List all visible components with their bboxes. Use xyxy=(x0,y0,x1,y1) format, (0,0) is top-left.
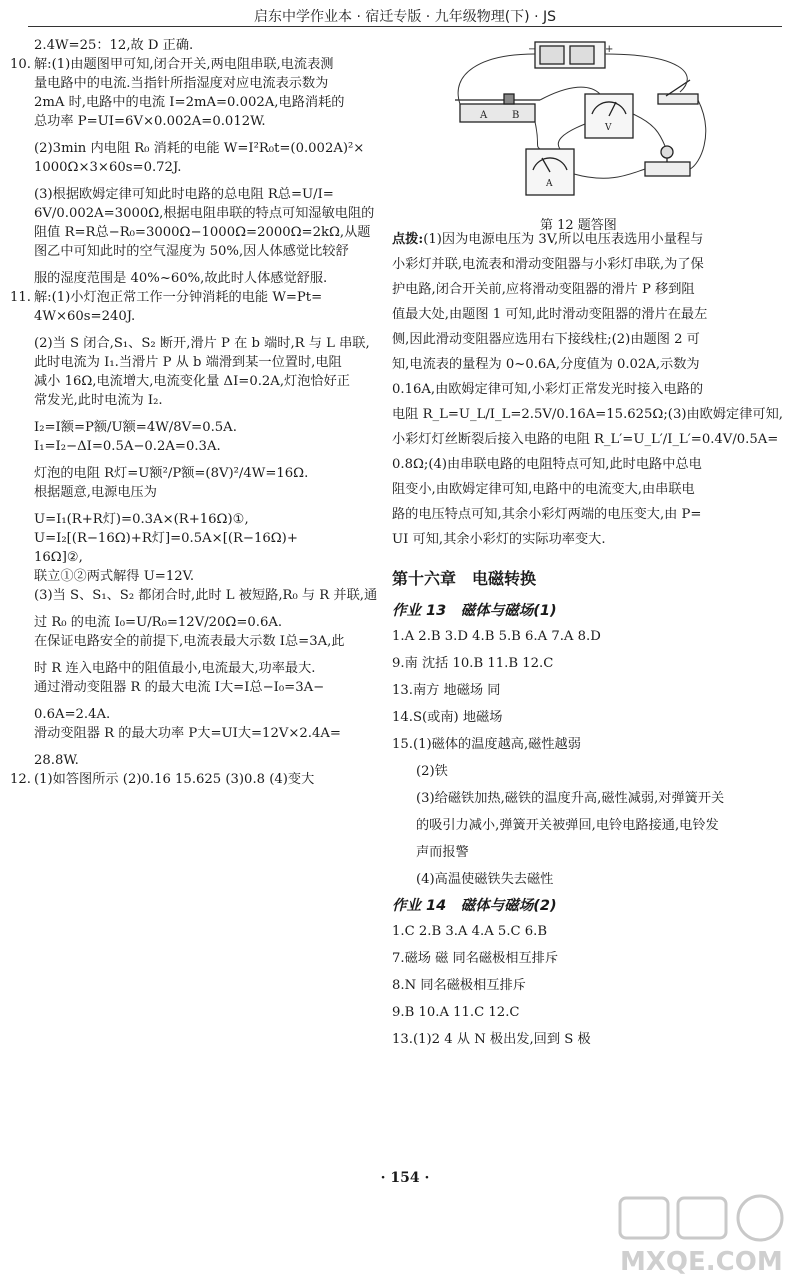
answer-line: (3)给磁铁加热,磁铁的温度升高,磁性减弱,对弹簧开关 xyxy=(416,791,725,806)
dianbo-line: 0.8Ω;(4)由串联电路的电阻特点可知,此时电路中总电 xyxy=(392,457,702,472)
text-line xyxy=(10,288,370,307)
text-line xyxy=(10,437,370,456)
line-text: (2)当 S 闭合,S₁、S₂ 断开,滑片 P 在 b 端时,R 与 L 串联, xyxy=(34,336,370,351)
answer-line: 1.C 2.B 3.A 4.A 5.C 6.B xyxy=(392,924,548,939)
dianbo-line: 值最大处,由题图 1 可知,此时滑动变阻器的滑片在最左 xyxy=(392,307,708,322)
answer-line: 的吸引力减小,弹簧开关被弹回,电铃电路接通,电铃发 xyxy=(416,818,719,833)
line-text: (3)根据欧姆定律可知此时电路的总电阻 R总=U/I= xyxy=(34,187,334,202)
answer-line: 14.S(或南) 地磁场 xyxy=(392,710,503,725)
line-text: I₂=I额=P额/U额=4W/8V=0.5A. xyxy=(34,420,237,435)
text-line xyxy=(10,659,370,678)
dianbo-line: 电阻 R_L=U_L/I_L=2.5V/0.16A=15.625Ω;(3)由欧姆定律可知, xyxy=(392,407,783,422)
dianbo-line: (1)因为电源电压为 3V,所以电压表选用小量程与 xyxy=(423,232,704,247)
answer-line: 9.南 沈括 10.B 11.B 12.C xyxy=(392,656,554,671)
line-text: 解:(1)由题图甲可知,闭合开关,两电阻串联,电流表测 xyxy=(34,57,334,72)
page-number: · 154 · xyxy=(380,1170,430,1186)
line-text: 时 R 连入电路中的阻值最小,电流最大,功率最大. xyxy=(34,661,316,676)
section-14-answers xyxy=(392,922,762,1049)
svg-text:−: − xyxy=(528,44,537,55)
text-line xyxy=(10,632,370,651)
left-column xyxy=(10,36,378,789)
text-line xyxy=(10,269,370,288)
answer-line: (4)高温使磁铁失去磁性 xyxy=(416,872,554,887)
text-line xyxy=(10,112,370,131)
text-line xyxy=(10,613,370,632)
text-line xyxy=(10,586,378,605)
line-text: 滑动变阻器 R 的最大功率 P大=UI大=12V×2.4A= xyxy=(34,726,341,741)
section-13-answers xyxy=(392,627,762,889)
voltmeter-icon xyxy=(585,94,633,138)
text-line xyxy=(10,678,370,697)
line-text: 16Ω]②, xyxy=(34,550,83,565)
question-number: 11. xyxy=(10,290,31,305)
line-text: I₁=I₂−ΔI=0.5A−0.2A=0.3A. xyxy=(34,439,221,454)
answer-line: 声而报警 xyxy=(416,845,469,860)
line-text: 28.8W. xyxy=(34,753,79,768)
text-line xyxy=(10,510,370,529)
dianbo-label: 点拨: xyxy=(392,232,424,247)
line-text: 此时电流为 I₁.当滑片 P 从 b 端滑到某一位置时,电阻 xyxy=(34,355,342,370)
line-text: 服的湿度范围是 40%~60%,故此时人体感觉舒服. xyxy=(34,271,328,286)
dianbo-line: 小彩灯并联,电流表和滑动变阻器与小彩灯串联,为了保 xyxy=(392,257,704,272)
line-text: 减小 16Ω,电流增大,电流变化量 ΔI=0.2A,灯泡恰好正 xyxy=(34,374,350,389)
line-text: 根据题意,电源电压为 xyxy=(34,485,157,500)
battery-icon xyxy=(528,42,613,68)
text-line xyxy=(10,724,370,743)
answer-line: 7.磁场 磁 同名磁极相互排斥 xyxy=(392,951,559,966)
line-text: 0.6A=2.4A. xyxy=(34,707,111,722)
line-text: 2.4W=25：12,故 D 正确. xyxy=(34,38,194,53)
svg-text:+: + xyxy=(605,44,614,55)
answer-line: (2)铁 xyxy=(416,764,448,779)
text-line xyxy=(10,242,370,261)
question-number: 10. xyxy=(10,57,31,72)
text-line xyxy=(10,353,370,372)
dianbo-line: 小彩灯灯丝断裂后接入电路的电阻 R_L′=U_L′/I_L′=0.4V/0.5A= xyxy=(392,432,779,447)
line-text: 解:(1)小灯泡正常工作一分钟消耗的电能 W=Pt= xyxy=(34,290,323,305)
text-line xyxy=(10,139,370,158)
line-text: (1)如答图所示 (2)0.16 15.625 (3)0.8 (4)变大 xyxy=(34,772,315,787)
switch-icon xyxy=(658,80,698,104)
answer-line: 13.南方 地磁场 同 xyxy=(392,683,501,698)
line-text: 4W×60s=240J. xyxy=(34,309,136,324)
ammeter-icon xyxy=(526,149,574,195)
text-line xyxy=(10,529,370,548)
page-header: 启东中学作业本 · 宿迁专版 · 九年级物理(下) · JS xyxy=(254,9,556,25)
text-line xyxy=(10,36,370,55)
line-text: 过 R₀ 的电流 I₀=U/R₀=12V/20Ω=0.6A. xyxy=(34,615,283,630)
dianbo-line: UI 可知,其余小彩灯的实际功率变大. xyxy=(392,532,606,547)
chapter-title: 第十六章 电磁转换 xyxy=(392,569,537,588)
right-column xyxy=(392,230,783,1057)
text-line xyxy=(10,307,370,326)
answer-line: 9.B 10.A 11.C 12.C xyxy=(392,1005,520,1020)
answer-line: 13.(1)2 4 从 N 极出发,回到 S 极 xyxy=(392,1032,591,1047)
text-line xyxy=(10,74,370,93)
line-text: 联立①②两式解得 U=12V. xyxy=(34,569,195,584)
line-text: (3)当 S、S₁、S₂ 都闭合时,此时 L 被短路,R₀ 与 R 并联,通 xyxy=(34,588,378,603)
line-text: 1000Ω×3×60s=0.72J. xyxy=(34,160,182,175)
answer-line: 8.N 同名磁极相互排斥 xyxy=(392,978,526,993)
text-line xyxy=(10,223,370,242)
dianbo-line: 护电路,闭合开关前,应将滑动变阻器的滑片 P 移到阻 xyxy=(392,282,695,297)
figure-caption: 第 12 题答图 xyxy=(540,218,617,233)
text-line xyxy=(10,334,370,353)
svg-text:A: A xyxy=(480,110,488,121)
text-line xyxy=(10,567,370,586)
line-text: 常发光,此时电流为 I₂. xyxy=(34,393,163,408)
text-line xyxy=(10,55,370,74)
text-line xyxy=(10,372,370,391)
header-rule xyxy=(28,26,782,27)
text-line xyxy=(10,751,370,770)
text-line xyxy=(10,483,370,502)
svg-text:V: V xyxy=(605,123,612,133)
answer-line: 1.A 2.B 3.D 4.B 5.B 6.A 7.A 8.D xyxy=(392,629,601,644)
line-text: 图乙中可知此时的空气湿度为 50%,因人体感觉比较舒 xyxy=(34,244,349,259)
watermark-text: MXQE.COM xyxy=(620,1247,783,1277)
text-line xyxy=(10,391,370,410)
svg-text:A: A xyxy=(546,179,553,189)
dianbo-block xyxy=(392,255,783,549)
text-line xyxy=(10,204,375,223)
dianbo-line: 阻变小,由欧姆定律可知,电路中的电流变大,由串联电 xyxy=(392,482,695,497)
line-text: 通过滑动变阻器 R 的最大电流 I大=I总−I₀=3A− xyxy=(34,680,325,695)
question-number: 12. xyxy=(10,772,31,787)
text-line xyxy=(10,464,370,483)
line-text: 灯泡的电阻 R灯=U额²/P额=(8V)²/4W=16Ω. xyxy=(34,466,309,481)
section-title-14: 作业 14 磁体与磁场(2) xyxy=(392,898,557,914)
line-text: 量电路中的电流.当指针所指湿度对应电流表示数为 xyxy=(34,76,329,91)
text-line xyxy=(10,418,370,437)
watermark-logo xyxy=(612,1192,802,1278)
line-text: (2)3min 内电阻 R₀ 消耗的电能 W=I²R₀t=(0.002A)²× xyxy=(34,141,365,156)
line-text: U=I₁(R+R灯)=0.3A×(R+16Ω)①, xyxy=(34,512,249,527)
section-title-13: 作业 13 磁体与磁场(1) xyxy=(392,603,557,619)
circuit-figure xyxy=(440,34,740,214)
dianbo-line: 知,电流表的量程为 0~0.6A,分度值为 0.02A,示数为 xyxy=(392,357,700,372)
line-text: 2mA 时,电路中的电流 I=2mA=0.002A,电路消耗的 xyxy=(34,95,345,110)
text-line xyxy=(10,158,370,177)
text-line xyxy=(10,93,370,112)
line-text: U=I₂[(R−16Ω)+R灯]=0.5A×[(R−16Ω)+ xyxy=(34,531,298,546)
svg-text:B: B xyxy=(512,110,520,121)
rheostat-icon xyxy=(455,94,540,122)
text-line xyxy=(10,185,370,204)
text-line xyxy=(10,770,370,789)
line-text: 总功率 P=UI=6V×0.002A=0.012W. xyxy=(34,114,266,129)
dianbo-first-line xyxy=(392,230,762,249)
dianbo-line: 0.16A,由欧姆定律可知,小彩灯正常发光时接入电路的 xyxy=(392,382,704,397)
text-line xyxy=(10,548,370,567)
dianbo-line: 侧,因此滑动变阻器应选用右下接线柱;(2)由题图 2 可 xyxy=(392,332,700,347)
lamp-icon xyxy=(645,146,690,176)
text-line xyxy=(10,705,370,724)
line-text: 阻值 R=R总−R₀=3000Ω−1000Ω=2000Ω=2kΩ,从题 xyxy=(34,225,371,240)
dianbo-line: 路的电压特点可知,其余小彩灯两端的电压变大,由 P= xyxy=(392,507,702,522)
line-text: 6V/0.002A=3000Ω,根据电阻串联的特点可知湿敏电阻的 xyxy=(34,206,375,221)
answer-line: 15.(1)磁体的温度越高,磁性越弱 xyxy=(392,737,581,752)
line-text: 在保证电路安全的前提下,电流表最大示数 I总=3A,此 xyxy=(34,634,345,649)
